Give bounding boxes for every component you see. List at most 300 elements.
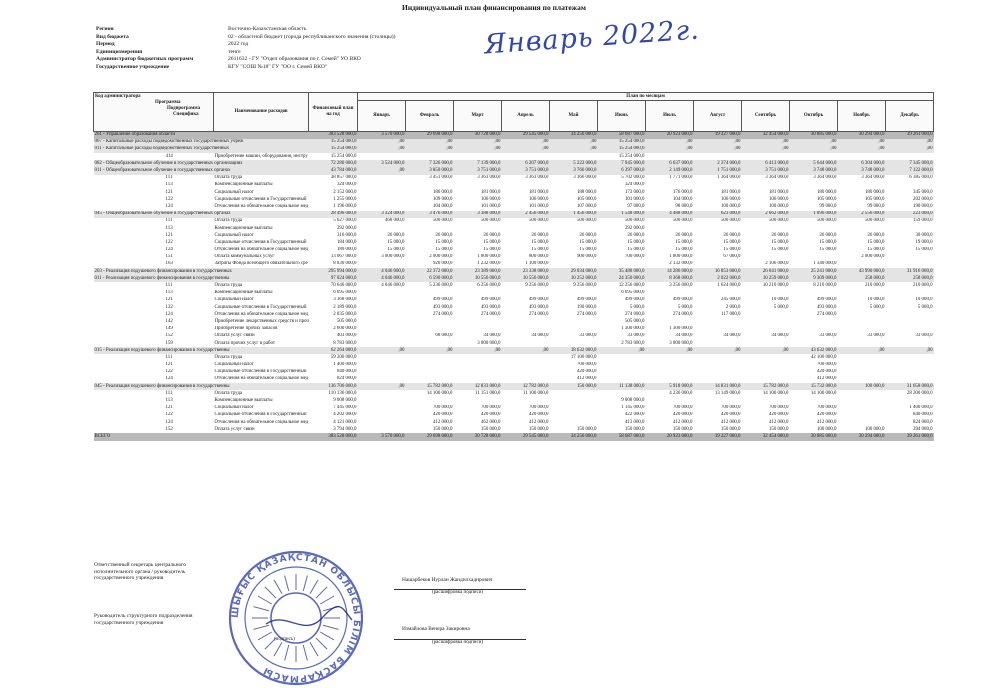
meta-row (96, 34, 396, 42)
row-month-value: 26 000,0 (387, 232, 405, 238)
table-row (94, 146, 934, 153)
row-month-value (550, 340, 598, 347)
row-month-value: 500 000,0 (432, 218, 453, 224)
header-code: Код администратора Программа Подпрограмма Специфика (94, 93, 214, 132)
row-month-value (790, 153, 838, 160)
row-month-value: ,00 (686, 139, 693, 145)
row-month-value: 2 000 000,0 (429, 254, 453, 260)
row-month-value: 26 000,0 (675, 232, 693, 238)
row-month-value: 4 236 000,0 (669, 390, 693, 396)
row-plan: 15 254 000,0 (330, 146, 357, 152)
row-code: 045 - Общеобразовательное обучение в государственных органах (94, 211, 231, 217)
row-month-value (646, 182, 694, 189)
row-month-value: 14 831 000,0 (714, 383, 741, 389)
row-month-value: 500 000,0 (624, 218, 645, 224)
row-month-value (838, 354, 886, 361)
meta-row (96, 49, 396, 57)
row-month-value: 16 853 000,0 (714, 268, 741, 274)
table-row (94, 211, 934, 218)
row-month-value: 1 145 000,0 (621, 405, 645, 411)
row-month-value (790, 326, 838, 333)
row-plan: 324 000,0 (336, 182, 357, 188)
row-month-value: 3 748 000,0 (813, 168, 837, 174)
row-month-value: 2 374 000,0 (717, 160, 741, 166)
row-name: Социальные отчисления в Государственный (214, 369, 307, 375)
row-month-value: ,00 (590, 139, 597, 145)
row-month-value: 10 000,0 (867, 297, 885, 303)
row-month-value (502, 376, 550, 383)
meta-row (96, 56, 396, 64)
row-month-value: 1 896 000,0 (813, 211, 837, 217)
row-month-value (502, 290, 550, 297)
row-month-value: 412 000,0 (816, 376, 837, 382)
row-month-value: ,00 (878, 139, 885, 145)
row-month-value (646, 153, 694, 160)
row-code: 121 (165, 405, 173, 411)
row-month-value: ,00 (398, 347, 405, 353)
row-month-value (694, 153, 742, 160)
row-month-value: 181 000,0 (480, 189, 501, 195)
row-month-value (358, 369, 406, 376)
row-month-value: 12 833 000,0 (474, 383, 501, 389)
row-month-value (646, 354, 694, 361)
row-month-value: 3 363 000,0 (477, 175, 501, 181)
row-month-value: 100 000,0 (816, 426, 837, 432)
table-row (94, 225, 934, 232)
row-month-value (646, 225, 694, 232)
row-month-value (358, 390, 406, 397)
table-row (94, 390, 934, 397)
row-month-value (694, 362, 742, 369)
row-month-value: 420 000,0 (576, 369, 597, 375)
row-plan: 13 067 000,0 (330, 254, 357, 260)
row-month-value: 10 252 000,0 (570, 275, 597, 281)
row-month-value: 32 454 000,0 (762, 132, 789, 138)
seal-ray (320, 632, 334, 640)
row-plan: 38 857 000,0 (330, 175, 357, 181)
row-month-value: 420 000,0 (816, 412, 837, 418)
row-month-value: 19 227 000,0 (714, 132, 741, 138)
row-month-value: ,00 (926, 139, 933, 145)
row-month-value (358, 419, 406, 426)
row-name: Оплата коммунальных услуг (214, 254, 275, 260)
row-name: Компенсационные выплаты (214, 290, 273, 296)
row-month-value: 10 556 000,0 (474, 275, 501, 281)
row-month-value (646, 318, 694, 325)
row-plan: 184 000,0 (336, 239, 357, 245)
row-month-value: 420 000,0 (720, 412, 741, 418)
row-month-value (790, 340, 838, 347)
row-month-value (550, 318, 598, 325)
row-month-value: 26 000,0 (483, 232, 501, 238)
row-month-value (838, 225, 886, 232)
document-title: Индивидуальный план финансирования по платежам (402, 3, 586, 12)
header-plan: Финансовый план на год (309, 93, 358, 132)
row-code: 111 (165, 175, 173, 181)
row-month-value: 2 662 000,0 (765, 211, 789, 217)
row-name: Социальный налог (214, 189, 254, 195)
header-month: Январь (358, 101, 406, 132)
row-month-value: 1 340 000,0 (813, 261, 837, 267)
row-month-value (886, 254, 934, 261)
row-name: Компенсационные выплаты (214, 182, 273, 188)
table-row (94, 354, 934, 361)
row-month-value: 106 000,0 (720, 196, 741, 202)
row-month-value: 100 000,0 (720, 203, 741, 209)
row-month-value (646, 376, 694, 383)
header-month: Сентябрь (742, 101, 790, 132)
row-month-value (406, 340, 454, 347)
row-month-value: 5 000,0 (869, 304, 885, 310)
row-name: Социальные отчисления в Государственный (214, 196, 307, 202)
row-month-value (646, 369, 694, 376)
row-month-value: 1 800 000,0 (477, 254, 501, 260)
row-month-value: 499 000,0 (480, 297, 501, 303)
row-month-value: 26 000,0 (531, 232, 549, 238)
row-name: Отчисления на обязательное социальное мед (214, 376, 309, 382)
table-row (94, 397, 934, 404)
row-month-value (742, 340, 790, 347)
row-month-value: 800 000,0 (528, 254, 549, 260)
row-month-value: 23 338 000,0 (522, 268, 549, 274)
row-month-value: 28 200 000,0 (906, 390, 933, 396)
row-plan: 295 994 000,0 (328, 268, 357, 274)
row-plan: 62 264 000,0 (330, 347, 357, 353)
row-month-value: 499 000,0 (624, 297, 645, 303)
row-month-value: 106 000,0 (480, 196, 501, 202)
row-month-value: 3 451 000,0 (429, 175, 453, 181)
row-month-value: 1 300 000,0 (621, 326, 645, 332)
header-month: Май (550, 101, 598, 132)
row-month-value: 700 000,0 (624, 254, 645, 260)
row-month-value: 7 122 000,0 (909, 168, 933, 174)
row-month-value: 33 000,0 (915, 333, 933, 339)
row-month-value: 6 637 000,0 (669, 160, 693, 166)
row-month-value: 100 000,0 (864, 383, 885, 389)
row-month-value (550, 225, 598, 232)
row-month-value (502, 362, 550, 369)
row-month-value: ,00 (542, 347, 549, 353)
row-plan: 70 646 000,0 (330, 283, 357, 289)
row-month-value: 420 000,0 (768, 412, 789, 418)
row-month-value: 15 000,0 (531, 239, 549, 245)
row-plan: 6 695 000,0 (333, 290, 357, 296)
row-month-value: 274 000,0 (432, 311, 453, 317)
row-month-value: 15 000,0 (675, 247, 693, 253)
table-row (94, 369, 934, 376)
row-plan: 2 152 000,0 (333, 189, 357, 195)
row-month-value (454, 182, 502, 189)
table-row (94, 196, 934, 203)
row-code: 121 (165, 232, 173, 238)
row-month-value (886, 225, 934, 232)
table-row (94, 318, 934, 325)
row-month-value: 9 309 000,0 (813, 275, 837, 281)
row-month-value: 29 698 000,0 (426, 433, 453, 439)
row-month-value (502, 340, 550, 347)
row-month-value (742, 182, 790, 189)
row-month-value (886, 182, 934, 189)
row-name: Социальный налог (214, 362, 254, 368)
meta-label: Администратор бюджетных программ (96, 56, 194, 62)
row-month-value: 34 000,0 (675, 333, 693, 339)
row-month-value: 3 366 000,0 (573, 175, 597, 181)
row-month-value: 15 000,0 (867, 247, 885, 253)
row-month-value: 1 232 000,0 (477, 261, 501, 267)
header-name: Наименование расходов (214, 93, 309, 132)
row-month-value: 99 000,0 (867, 203, 885, 209)
row-month-value (454, 290, 502, 297)
signer-1-name: Нашарбеков Нурлан Жандилхадирович (402, 577, 493, 583)
row-month-value (358, 175, 406, 182)
row-month-value (454, 376, 502, 383)
row-name: Социальный налог (214, 297, 254, 303)
row-code: 151 (165, 254, 173, 260)
row-month-value (838, 153, 886, 160)
row-name: Оплата труда (214, 175, 243, 181)
row-plan: 1 196 000,0 (333, 203, 357, 209)
row-month-value: ,00 (494, 347, 501, 353)
row-month-value (358, 397, 406, 404)
row-month-value: 413 000,0 (624, 419, 645, 425)
row-plan: 403 000,0 (336, 333, 357, 339)
row-month-value: 67 000,0 (723, 254, 741, 260)
row-month-value: 499 000,0 (528, 297, 549, 303)
row-month-value: 3 000 000,0 (669, 340, 693, 346)
row-month-value: 19 227 000,0 (714, 433, 741, 439)
row-month-value: 8 210 000,0 (813, 283, 837, 289)
row-code: 122 (165, 412, 173, 418)
row-month-value: 499 000,0 (432, 297, 453, 303)
row-month-value: 2 022 000,0 (717, 275, 741, 281)
row-month-value: 15 000,0 (771, 247, 789, 253)
row-month-value: 5 644 000,0 (813, 160, 837, 166)
row-month-value: 150 000,0 (720, 426, 741, 432)
row-name: Оплата услуг связи (214, 426, 255, 432)
row-month-value (550, 419, 598, 426)
row-month-value (550, 390, 598, 397)
row-month-value: 20 923 000,0 (666, 433, 693, 439)
row-month-value: 245 000,0 (720, 297, 741, 303)
row-month-value (886, 354, 934, 361)
row-month-value: 150 000,0 (672, 426, 693, 432)
row-month-value: 500 000,0 (672, 218, 693, 224)
header-month: Февраль (406, 101, 454, 132)
row-month-value: 15 000,0 (579, 247, 597, 253)
row-month-value: 500 000,0 (576, 218, 597, 224)
row-month-value: 394 000,0 (913, 426, 933, 432)
table-row (94, 182, 934, 189)
row-month-value: 150 000,0 (432, 426, 453, 432)
row-month-value: ,00 (878, 146, 885, 152)
row-month-value: 6 397 000,0 (621, 168, 645, 174)
row-month-value: 493 000,0 (480, 304, 501, 310)
row-month-value: 14 100 000,0 (426, 390, 453, 396)
row-code: 149 (165, 326, 173, 332)
row-month-value: 700 000,0 (672, 405, 693, 411)
row-month-value: 181 000,0 (720, 189, 741, 195)
financing-plan-table (93, 92, 934, 441)
row-month-value: 462 000,0 (480, 419, 501, 425)
row-month-value: 11 151 000,0 (475, 390, 501, 396)
meta-label: Вид бюджета (96, 33, 129, 40)
row-month-value: 24 350 000,0 (618, 275, 645, 281)
row-month-value (550, 261, 598, 268)
row-month-value: 15 000,0 (627, 239, 645, 245)
table-row (94, 376, 934, 383)
row-month-value: 12 256 000,0 (618, 283, 645, 289)
table-row (94, 304, 934, 311)
row-month-value: ,00 (782, 347, 789, 353)
meta-row (96, 41, 396, 49)
row-month-value (790, 254, 838, 261)
row-code: 113 (165, 182, 173, 188)
row-month-value (886, 369, 934, 376)
row-name (214, 433, 309, 440)
row-month-value: 150 000,0 (624, 426, 645, 432)
row-month-value: 30 294 000,0 (858, 132, 885, 138)
row-month-value (406, 376, 454, 383)
row-name: Приобретение машин, оборудования, инстру (214, 153, 308, 159)
row-month-value: 5 222 000,0 (573, 160, 597, 166)
row-month-value: 34 256 000,0 (570, 433, 597, 439)
seal-ray (320, 596, 334, 604)
row-month-value: 15 782 000,0 (426, 383, 453, 389)
row-month-value: 4 046 000,0 (381, 283, 405, 289)
row-name: Социальный налог (214, 405, 254, 411)
row-month-value: 15 000,0 (819, 239, 837, 245)
row-month-value (598, 261, 646, 268)
row-month-value: 223 000,0 (913, 211, 933, 217)
row-month-value (454, 153, 502, 160)
row-month-value: 412 000,0 (720, 419, 741, 425)
row-month-value: 15 000,0 (867, 239, 885, 245)
svg-text:ШЫҒЫС ҚАЗАҚСТАН ОБЛЫСЫ БІЛІМ Б: ШЫҒЫС ҚАЗАҚСТАН ОБЛЫСЫ БІЛІМ БАСҚАРМАСЫ (230, 552, 362, 684)
seal-ray (316, 638, 327, 649)
row-month-value: 412 000,0 (432, 419, 453, 425)
row-code: ВСЕГО (94, 433, 111, 439)
table-row (94, 203, 934, 210)
row-month-value: 420 000,0 (672, 412, 693, 418)
row-month-value: 274 000,0 (480, 311, 501, 317)
table-row (94, 189, 934, 196)
row-month-value: 117 000,0 (721, 311, 741, 317)
row-month-value: 420 000,0 (480, 412, 501, 418)
row-month-value: 493 000,0 (432, 304, 453, 310)
row-month-value: 840 000,0 (913, 412, 933, 418)
row-month-value: 499 000,0 (672, 297, 693, 303)
row-month-value (406, 182, 454, 189)
row-month-value (454, 225, 502, 232)
row-month-value (502, 369, 550, 376)
row-month-value (790, 225, 838, 232)
row-month-value (358, 290, 406, 297)
seal-ray (265, 638, 276, 649)
row-month-value: ,00 (926, 347, 933, 353)
row-month-value: 274 000,0 (576, 311, 597, 317)
row-month-value: 700 000,0 (528, 405, 549, 411)
row-month-value: 15 782 000,0 (762, 383, 789, 389)
row-month-value: 274 000,0 (672, 311, 693, 317)
row-month-value: 700 000,0 (768, 405, 789, 411)
row-month-value: ,00 (782, 146, 789, 152)
table-row (94, 175, 934, 182)
row-plan: 2 035 000,0 (333, 311, 357, 317)
row-month-value: 190 000,0 (913, 203, 933, 209)
row-month-value: 180 000,0 (816, 189, 837, 195)
row-month-value (358, 153, 406, 160)
table-row (94, 426, 934, 433)
row-code: 142 (165, 318, 173, 324)
row-month-value: 500 000,0 (864, 218, 885, 224)
row-month-value: 15 000,0 (771, 239, 789, 245)
row-month-value (454, 326, 502, 333)
row-month-value: 499 000,0 (816, 297, 837, 303)
row-name: Затраты Фонда всеобщего обязательного сре (214, 261, 308, 267)
row-month-value: 6 207 000,0 (525, 160, 549, 166)
row-month-value (742, 369, 790, 376)
row-code: 414 (165, 153, 173, 159)
row-month-value (742, 362, 790, 369)
table-row (94, 239, 934, 246)
row-month-value: ,00 (494, 146, 501, 152)
row-month-value: ,00 (926, 146, 933, 152)
row-month-value: 2 556 000,0 (861, 211, 885, 217)
row-code: 122 (165, 196, 173, 202)
row-month-value (358, 340, 406, 347)
row-month-value: 1 100 000,0 (525, 261, 549, 267)
row-code: 152 (165, 426, 173, 432)
row-month-value: 6 413 000,0 (765, 160, 789, 166)
table-row (94, 247, 934, 254)
row-month-value (838, 326, 886, 333)
row-month-value: 420 000,0 (432, 412, 453, 418)
row-code: 124 (165, 203, 173, 209)
seal-ray (258, 632, 272, 640)
row-month-value: 14 100 000,0 (810, 390, 837, 396)
meta-label: Единицизмерения (96, 48, 143, 55)
row-month-value: 700 000,0 (480, 405, 501, 411)
row-month-value (598, 354, 646, 361)
row-month-value: 30 728 000,0 (474, 132, 501, 138)
row-plan: 7 445 000,0 (333, 405, 357, 411)
row-month-value (742, 153, 790, 160)
seal-ray (274, 642, 282, 656)
row-month-value (454, 369, 502, 376)
row-month-value (358, 203, 406, 210)
row-month-value: 31 916 000,0 (906, 268, 933, 274)
row-month-value: 12 782 000,0 (522, 383, 549, 389)
table-row (94, 362, 934, 369)
row-name: Отчисления на обязательное социальное мед (214, 311, 309, 317)
row-month-value: 2 149 000,0 (669, 168, 693, 174)
row-month-value: 105 000,0 (576, 196, 597, 202)
seal-ray (285, 575, 289, 590)
row-month-value: 32 454 000,0 (762, 433, 789, 439)
row-month-value: 68 000,0 (435, 333, 453, 339)
row-month-value (406, 290, 454, 297)
row-month-value (358, 405, 406, 412)
table-row (94, 326, 934, 333)
row-month-value: 468 000,0 (384, 218, 405, 224)
row-month-value: 3 363 000,0 (525, 175, 549, 181)
row-month-value (694, 290, 742, 297)
row-code: 082 - Общеобразовательное обучение в государственных организациях (94, 160, 243, 166)
seal-ray (316, 587, 327, 598)
row-month-value: ,00 (446, 146, 453, 152)
row-month-value (838, 419, 886, 426)
row-month-value (358, 426, 406, 433)
